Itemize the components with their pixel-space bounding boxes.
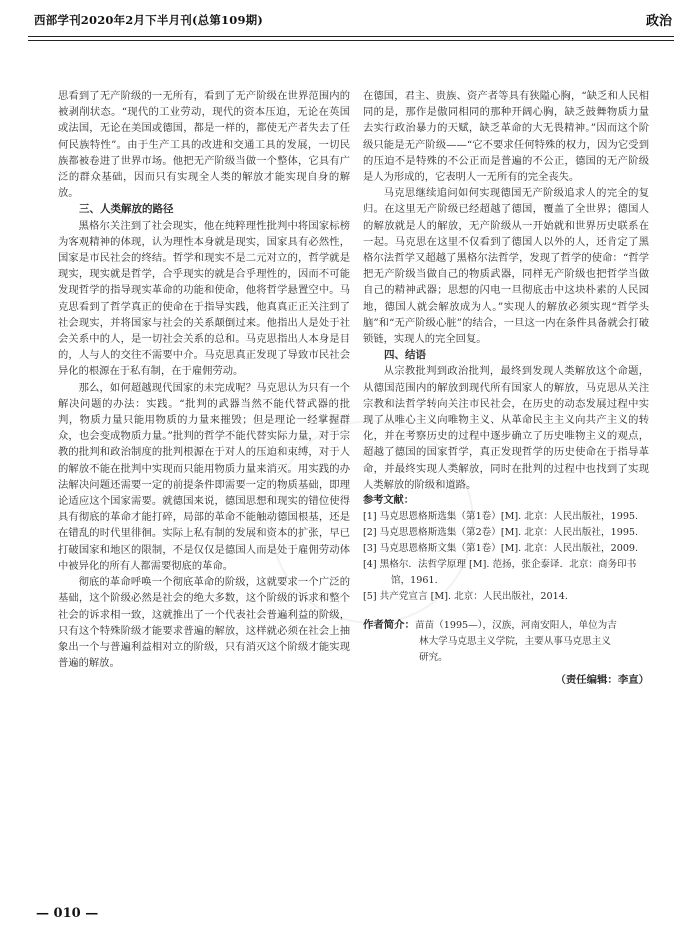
paragraph: 马克思继续追问如何实现德国无产阶级追求人的完全的复归。在这里无产阶级已经超越了德国，覆盖了全世界；德国人的解放就是人的解放，无产阶级从一开始就和世界历史联系在一起。马克思在这里不仅看到了德国人以外的人，还肯定了黑格尔法哲学又超越了黑格尔法哲学，发现了哲学的使命：“哲学把无产阶级当做自己的物质武器，同样无产阶级也把哲学当做自己的精神武器；思想的闪电一旦彻底击中这块朴素的人民园地，德国人就会解放成为人。”实现人的解放必须实现“哲学头脑”和“无产阶级心脏”的结合，一旦这一内在条件具备就会打破锁链，实现人的完全回复。 [363,187,649,346]
right-column [363,88,649,688]
journal-title: 西部学刊2020年2月下半月刊(总第109期) [34,13,263,27]
paragraph: 彻底的革命呼唤一个彻底革命的阶级，这就要求一个广泛的基础，这个阶级必然是社会的绝大多数，这个阶级的诉求和整个社会的诉求相一致，这就推出了一个代表社会普遍利益的阶级，只有这个特殊阶级才能要求普遍的解放，这样就必须在社会上抽象出一个与普遍利益相对立的阶级，只有消灭这个阶级才能实现普遍的解放。 [58,576,350,670]
reference-item: [2] 马克思恩格斯选集（第2卷）[M]. 北京：人民出版社，1995. [363,527,639,539]
section-heading: 四、结语 [384,349,426,362]
paragraph: 从宗教批判到政治批判，最终到发现人类解放这个命题，从德国范围内的解放到现代所有国家人的解放，马克思从关注宗教和法哲学转向关注市民社会，在历史的动态发展过程中实现了从唯心主义向唯物主义、从革命民主主义向共产主义的转化，并在考察历史的过程中逐步确立了历史唯物主义的观点，超越了德国的国家哲学，真正发现哲学的历史使命在于指导革命，并最终实现人类解放，同时在批判的过程中也找到了实现人类解放的阶级和道路。 [363,365,649,491]
responsible-editor: （责任编辑：李直） [555,674,649,687]
author-text: 苗苗（1995—），汉族，河南安阳人，单位为吉 [414,620,617,632]
header-rule-thin [28,40,674,41]
author-text: 林大学马克思主义学院，主要从事马克思主义 [419,636,611,648]
paragraph: 在德国，君主、贵族、资产者等具有狭隘心胸，“缺乏和人民相同的是，那作是傲同相同的那种开阔心胸，缺乏鼓舞物质力量去实行政治暴力的天赋，缺乏革命的大无畏精神。”因而这个阶级只能是无产阶级——“它不要求任何特殊的权力，因为它受到的压迫不是特殊的不公正而是普遍的不公正，德国的无产阶级是人为形成的，它表明人一无所有的完全丧失。 [363,90,649,184]
references-title: 参考文献： [363,495,414,507]
paragraph: 思看到了无产阶级的一无所有，看到了无产阶级在世界范围内的被剥削状态。“现代的工业劳动，现代的资本压迫，无论在英国或法国，无论在美国或德国，都是一样的，都使无产者失去了任何民族特性”。由于生产工具的改进和交通工具的发展，一切民族都被卷进了世界市场。他把无产阶级当做一个整体，它具有广泛的群众基础，因而只有实现全人类的解放才能实现自身的解放。 [58,90,350,200]
reference-item: [4] 黑格尔．法哲学原理 [M]. 范扬，张企泰译．北京：商务印书 [363,559,637,571]
section-tag: 政治 [645,14,672,29]
section-heading: 三、人类解放的路径 [79,203,174,216]
reference-item: [1] 马克思恩格斯选集（第1卷）[M]. 北京：人民出版社，1995. [363,511,639,523]
page-header [28,4,674,32]
author-info [363,617,649,666]
reference-item: [5] 共产党宣言 [M]. 北京：人民出版社，2014. [363,591,568,603]
paragraph: 黑格尔关注到了社会现实，他在纯粹理性批判中将国家标榜为客观精神的体现，认为理性本身就是现实，国家具有必然性，国家是市民社会的终结。哲学和现实不是二元对立的，哲学就是现实，现实就是哲学，合乎现实的就是合乎理性的，因而不可能发现哲学的指导现实革命的功能和使命，他将哲学悬置空中。马克思看到了哲学真正的使命在于指导实践，他真真正正关注到了社会现实，并将国家与社会的关系颠倒过来。他指出人是处于社会关系中的人，是一切社会关系的总和。马克思指出人本身是目的，人与人的交往不需要中介。马克思真正发现了导致市民社会异化的根源在于私有制，在于雇佣劳动。 [58,219,350,378]
left-column [58,88,350,671]
reference-item: [3] 马克思恩格斯文集（第1卷）[M]. 北京：人民出版社，2009. [363,543,639,555]
author-label: 作者简介： [363,619,415,632]
reference-item-continued: 馆，1961. [391,575,438,587]
author-text: 研究。 [419,652,448,664]
paragraph: 那么，如何超越现代国家的未完成呢？马克思认为只有一个解决问题的办法：实践。“批判的武器当然不能代替武器的批判，物质力量只能用物质的力量来摧毁；但是理论一经掌握群众，也会变成物质力量。”批判的哲学不能代替实际力量，对于宗教的批判和政治制度的批判根源在于对人的压迫和束缚，对于人的解放不能在批判中实现而只能用物质力量来消灭。用实践的办法解决问题还需要一定的前提条件即需要一定的物质基础，即理论适应这个国家需要。就德国来说，德国思想和现实的错位使得具有彻底的革命才能打碎，局部的革命不能触动德国根基，还是在错乱的时代里徘徊。实际上私有制的发展和资本的扩张，早已打破国家和地区的限制，不是仅仅是德国人而是处于雇佣劳动体中被异化的所有人都需要彻底的革命。 [58,381,350,572]
header-rule [28,36,674,37]
page-number: — 010 — [36,906,99,921]
